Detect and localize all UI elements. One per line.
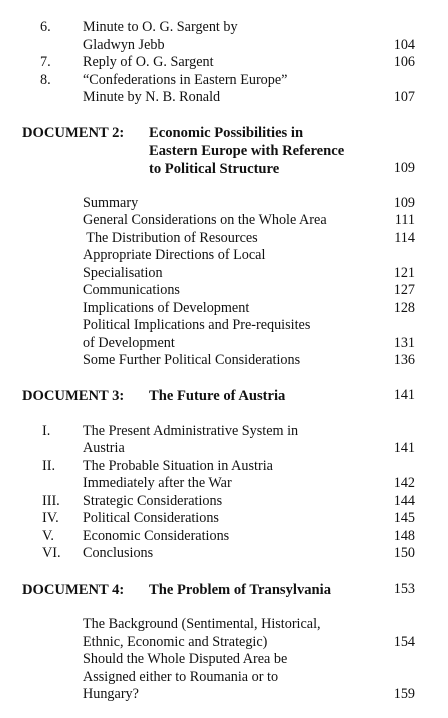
item-title-line: The Distribution of Resources <box>83 230 258 246</box>
page-number: 154 <box>393 634 415 650</box>
item-title-line: Strategic Considerations <box>83 493 223 509</box>
page-number: 111 <box>394 212 415 228</box>
page-number: 141 <box>393 387 415 403</box>
page-number: 136 <box>393 352 415 368</box>
page-number: 121 <box>393 265 415 281</box>
page-number: 150 <box>393 545 415 561</box>
page-number: 153 <box>393 581 415 597</box>
page-number: 106 <box>393 54 415 70</box>
page-number: 104 <box>393 37 415 53</box>
item-number: II. <box>42 458 55 474</box>
page-number: 159 <box>393 686 415 702</box>
item-title-line: Conclusions <box>83 545 154 561</box>
document-label: DOCUMENT 3: <box>22 388 125 404</box>
page-number: 109 <box>393 160 415 176</box>
item-title-line: Austria <box>83 440 125 456</box>
item-title-line: Political Implications and Pre-requisites <box>83 317 311 333</box>
item-title-line: The Present Administrative System in <box>83 423 299 439</box>
page-number: 142 <box>393 475 415 491</box>
item-title-line: Gladwyn Jebb <box>83 37 165 53</box>
item-title-line: The Probable Situation in Austria <box>83 458 273 474</box>
item-number: I. <box>42 423 51 439</box>
item-title-line: Immediately after the War <box>83 475 232 491</box>
item-title-line: Appropriate Directions of Local <box>83 247 266 263</box>
item-title-line: The Background (Sentimental, Historical, <box>83 616 321 632</box>
item-title-line: Minute to O. G. Sargent by <box>83 19 238 35</box>
item-title-line: Economic Considerations <box>83 528 230 544</box>
item-title-line: Political Considerations <box>83 510 219 526</box>
item-number: IV. <box>42 510 59 526</box>
page-number: 144 <box>393 493 415 509</box>
item-title-line: Minute by N. B. Ronald <box>83 89 221 105</box>
page-number: 114 <box>394 230 415 246</box>
item-title-line: General Considerations on the Whole Area <box>83 212 327 228</box>
page-number: 148 <box>393 528 415 544</box>
item-number: 7. <box>40 54 51 70</box>
page-number: 109 <box>393 195 415 211</box>
item-number: 8. <box>40 72 51 88</box>
item-title-line: Assigned either to Roumania or to <box>83 669 279 685</box>
item-number: V. <box>42 528 54 544</box>
page-number: 107 <box>393 89 415 105</box>
item-number: 6. <box>40 19 51 35</box>
item-title-line: of Development <box>83 335 175 351</box>
item-title-line: Should the Whole Disputed Area be <box>83 651 288 667</box>
page-number: 141 <box>393 440 415 456</box>
item-number: III. <box>42 493 60 509</box>
item-number: VI. <box>42 545 61 561</box>
document-label: DOCUMENT 2: <box>22 125 125 141</box>
item-title-line: Specialisation <box>83 265 163 281</box>
item-title-line: Hungary? <box>83 686 139 702</box>
document-label: DOCUMENT 4: <box>22 582 125 598</box>
item-title-line: “Confederations in Eastern Europe” <box>83 72 288 88</box>
page-number: 145 <box>393 510 415 526</box>
item-title-line: Some Further Political Considerations <box>83 352 301 368</box>
page-number: 127 <box>393 282 415 298</box>
document-title-line: The Problem of Transylvania <box>149 582 332 598</box>
item-title-line: Reply of O. G. Sargent <box>83 54 214 70</box>
item-title-line: Summary <box>83 195 139 211</box>
document-title-line: Eastern Europe with Reference <box>149 143 345 159</box>
document-title-line: to Political Structure <box>149 161 280 177</box>
document-title-line: The Future of Austria <box>149 388 286 404</box>
item-title-line: Ethnic, Economic and Strategic) <box>83 634 268 650</box>
document-title-line: Economic Possibilities in <box>149 125 304 141</box>
item-title-line: Communications <box>83 282 180 298</box>
page-number: 128 <box>393 300 415 316</box>
item-title-line: Implications of Development <box>83 300 250 316</box>
page-number: 131 <box>393 335 415 351</box>
